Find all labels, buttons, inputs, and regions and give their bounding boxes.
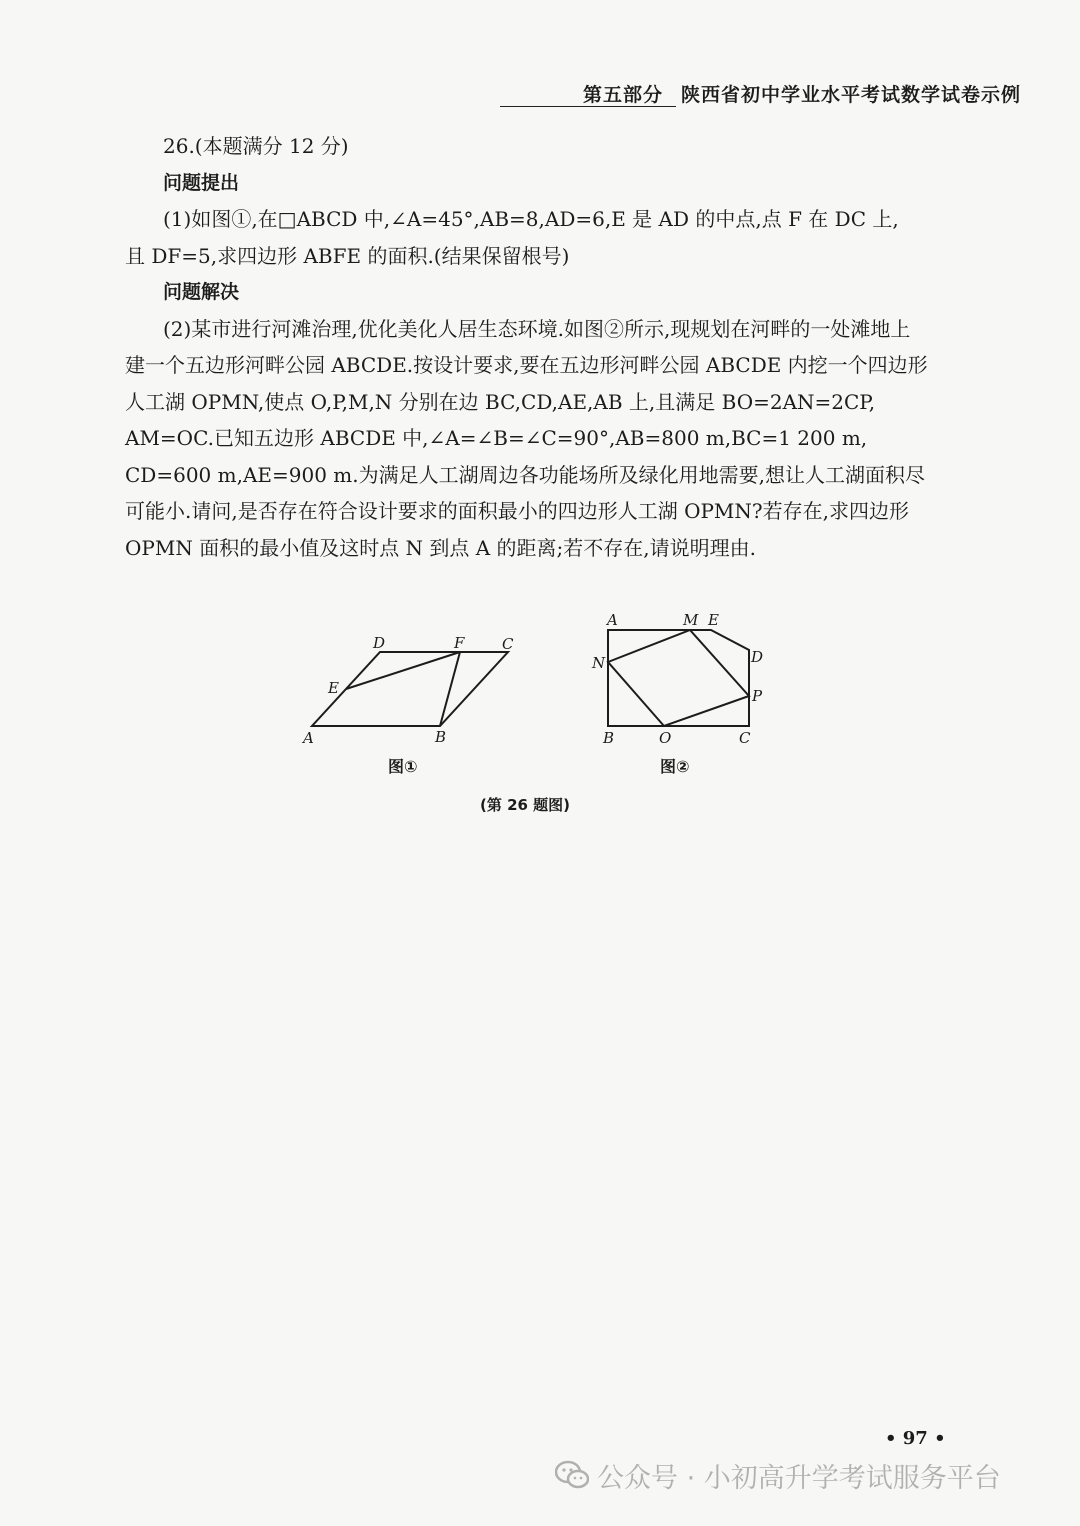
fig1-label-b: B xyxy=(435,728,447,746)
fig1-label-c: C xyxy=(502,635,514,653)
page-header xyxy=(0,78,1080,118)
figure-2-geometry xyxy=(608,630,749,726)
watermark xyxy=(555,1455,1001,1495)
figure-1-geometry xyxy=(312,652,508,726)
part2-line-4: AM=OC.已知五边形 ABCDE 中,∠A=∠B=∠C=90°,AB=800 m,BC=1 200 m, xyxy=(125,426,868,450)
part2-line-6: 可能小.请问,是否存在符合设计要求的面积最小的四边形人工湖 OPMN?若存在,求四边形 xyxy=(125,499,909,523)
wechat-icon xyxy=(555,1460,589,1490)
section-title-solution: 问题解决 xyxy=(163,281,240,303)
figures-area xyxy=(290,600,790,830)
fig1-label-f: F xyxy=(454,634,465,652)
part1-line-2: 且 DF=5,求四边形 ABFE 的面积.(结果保留根号) xyxy=(125,243,570,268)
figure-group-caption: (第 26 题图) xyxy=(480,796,571,814)
part2-line-3: 人工湖 OPMN,使点 O,P,M,N 分别在边 BC,CD,AE,AB 上,且满足 BO=2AN=2CP, xyxy=(125,389,876,414)
header-part: 第五部分 xyxy=(583,84,664,106)
fig2-label-n: N xyxy=(592,654,606,672)
fig2-quadrilateral-opmn xyxy=(608,630,749,726)
fig2-label-o: O xyxy=(659,729,672,747)
fig1-parallelogram xyxy=(312,652,508,726)
fig2-label-c: C xyxy=(739,729,751,747)
header-rule xyxy=(500,106,676,107)
fig2-label-a: A xyxy=(607,611,618,629)
part2-line-7: OPMN 面积的最小值及这时点 N 到点 A 的距离;若不存在,请说明理由. xyxy=(125,535,757,560)
part2-line-1: (2)某市进行河滩治理,优化美化人居生态环境.如图②所示,现规划在河畔的一处滩地上 xyxy=(163,316,911,341)
section-title-problem: 问题提出 xyxy=(163,171,240,194)
part1-line-1: (1)如图①,在□ABCD 中,∠A=45°,AB=8,AD=6,E 是 AD 的中点,点 F 在 DC 上, xyxy=(163,207,899,231)
fig2-label-b: B xyxy=(603,729,615,747)
header-title: 陕西省初中学业水平考试数学试卷示例 xyxy=(681,84,1022,106)
figure-1-labels xyxy=(301,634,514,747)
fig2-label-p: P xyxy=(752,687,763,705)
fig1-caption: 图① xyxy=(388,757,418,776)
question-number: 26.(本题满分 12 分) xyxy=(163,134,349,158)
part2-line-5: CD=600 m,AE=900 m.为满足人工湖周边各功能场所及绿化用地需要,想让人工湖面积尽 xyxy=(125,462,925,487)
fig1-label-d: D xyxy=(373,634,386,652)
fig2-label-m: M xyxy=(683,611,699,629)
fig2-label-e: E xyxy=(708,611,719,629)
page-number: • 97 • xyxy=(885,1428,946,1449)
fig1-label-a: A xyxy=(303,729,314,747)
part2-line-2: 建一个五边形河畔公园 ABCDE.按设计要求,要在五边形河畔公园 ABCDE 内挖一个四边形 xyxy=(125,353,928,377)
fig2-label-d: D xyxy=(751,648,764,666)
question-26 xyxy=(125,128,947,566)
fig1-label-e: E xyxy=(328,679,339,697)
fig2-caption: 图② xyxy=(660,757,690,776)
header-text xyxy=(583,80,1021,107)
watermark-text: 公众号 · 小初高升学考试服务平台 xyxy=(597,1462,1001,1494)
fig2-pentagon xyxy=(608,630,749,726)
